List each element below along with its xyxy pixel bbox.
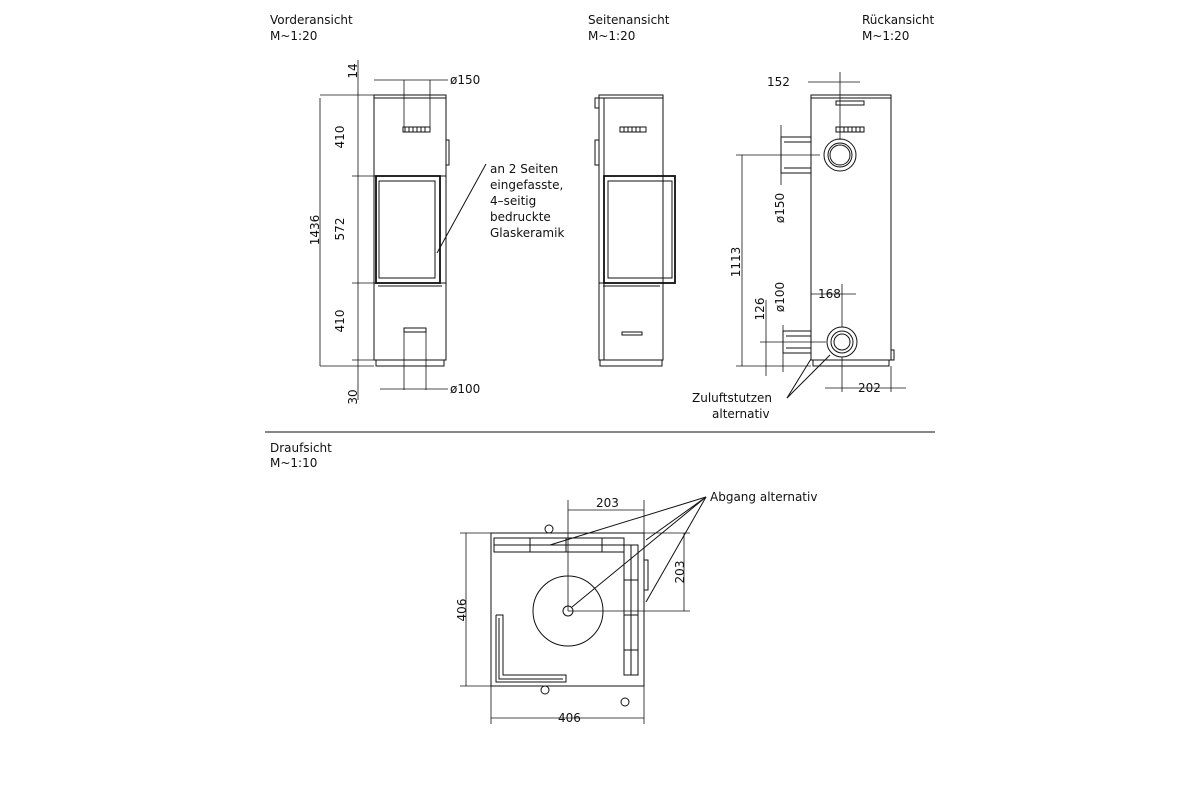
- label-text: bedruckte: [490, 210, 551, 224]
- front-glass-window: [376, 176, 440, 283]
- dim-air-offset: 168: [818, 287, 841, 301]
- glass-note-leader: [437, 164, 486, 253]
- drawing-line: [624, 545, 631, 675]
- back-view-heading: [862, 13, 934, 43]
- label-text: Glaskeramik: [490, 226, 565, 240]
- front-plinth: [376, 360, 444, 366]
- label-text: M~1:20: [270, 29, 318, 43]
- label-text: eingefasste,: [490, 178, 564, 192]
- dim-top-depth: 406: [455, 598, 469, 622]
- label-text: 4–seitig: [490, 194, 537, 208]
- label-text: M~1:20: [588, 29, 636, 43]
- side-air-inlet: [622, 332, 642, 335]
- drawing-line: [595, 140, 599, 165]
- dim-air-side: 202: [858, 381, 881, 395]
- side-body: [599, 98, 663, 360]
- drawing-line: [494, 538, 624, 545]
- dim-top-width: 406: [558, 711, 581, 725]
- drawing-line: [496, 615, 566, 682]
- dim-top-offset-x: 203: [596, 496, 619, 510]
- label-text: alternativ: [712, 407, 770, 421]
- dim-flue-diameter: ø150: [773, 192, 787, 224]
- drawing-line: [494, 545, 624, 552]
- drawing-line: [644, 560, 648, 590]
- drawing-line: [499, 618, 563, 679]
- dim-total-height: 1436: [308, 214, 322, 246]
- drawing-line: [631, 545, 638, 675]
- side-view-heading: [588, 13, 670, 43]
- dim-flue-top-diameter: ø150: [450, 73, 481, 87]
- side-plinth: [600, 360, 662, 366]
- drawing-line: [608, 181, 672, 278]
- dim-window-height: 572: [333, 217, 347, 241]
- back-flue-outlet: [824, 139, 856, 171]
- air-note-leader-2: [787, 355, 830, 398]
- air-note-leader-1: [787, 359, 811, 398]
- dim-air-height: 126: [753, 297, 767, 321]
- drawing-line: [541, 686, 549, 694]
- label-text: Draufsicht: [270, 441, 332, 455]
- dim-flue-height: 1113: [729, 246, 743, 278]
- drawing-line: [621, 698, 629, 706]
- label-text: Zuluftstutzen: [692, 391, 773, 405]
- label-text: M~1:20: [862, 29, 910, 43]
- dim-air-diameter: ø100: [773, 281, 787, 313]
- back-body: [811, 98, 891, 360]
- dim-air-inlet-diameter: ø100: [450, 382, 481, 396]
- label-text: Vorderansicht: [270, 13, 353, 27]
- dim-plinth: 30: [346, 389, 360, 405]
- label-text: M~1:10: [270, 456, 318, 470]
- drawing-line: [830, 145, 850, 165]
- dim-top-gap: 14: [346, 63, 360, 79]
- side-glass-window: [604, 176, 675, 283]
- drawing-line: [834, 334, 850, 350]
- top-view: [455, 490, 817, 725]
- label-text: Rückansicht: [862, 13, 935, 27]
- dim-top-offset-y: 203: [673, 560, 687, 584]
- dim-upper-section: 410: [333, 125, 347, 149]
- front-view-heading: [270, 13, 353, 43]
- label-text: an 2 Seiten: [490, 162, 559, 176]
- top-body: [491, 533, 644, 686]
- front-view: [308, 60, 564, 405]
- drawing-line: [595, 98, 599, 108]
- drawing-line: [446, 140, 449, 165]
- dim-lower-section: 410: [333, 309, 347, 333]
- drawing-line: [545, 525, 553, 533]
- drawing-line: [646, 497, 706, 540]
- drawing-line: [828, 143, 852, 167]
- label-text: Seitenansicht: [588, 13, 670, 27]
- top-view-heading: [270, 441, 332, 470]
- back-view: [692, 72, 906, 421]
- drawing-line: [379, 181, 435, 278]
- dim-flue-offset: 152: [767, 75, 790, 89]
- glass-ceramic-note: [490, 162, 564, 240]
- outlet-alternative-note: Abgang alternativ: [710, 490, 818, 504]
- drawing-line: [891, 350, 894, 360]
- air-inlet-note: [692, 391, 772, 421]
- front-air-inlet: [404, 328, 426, 332]
- side-view: [595, 95, 675, 366]
